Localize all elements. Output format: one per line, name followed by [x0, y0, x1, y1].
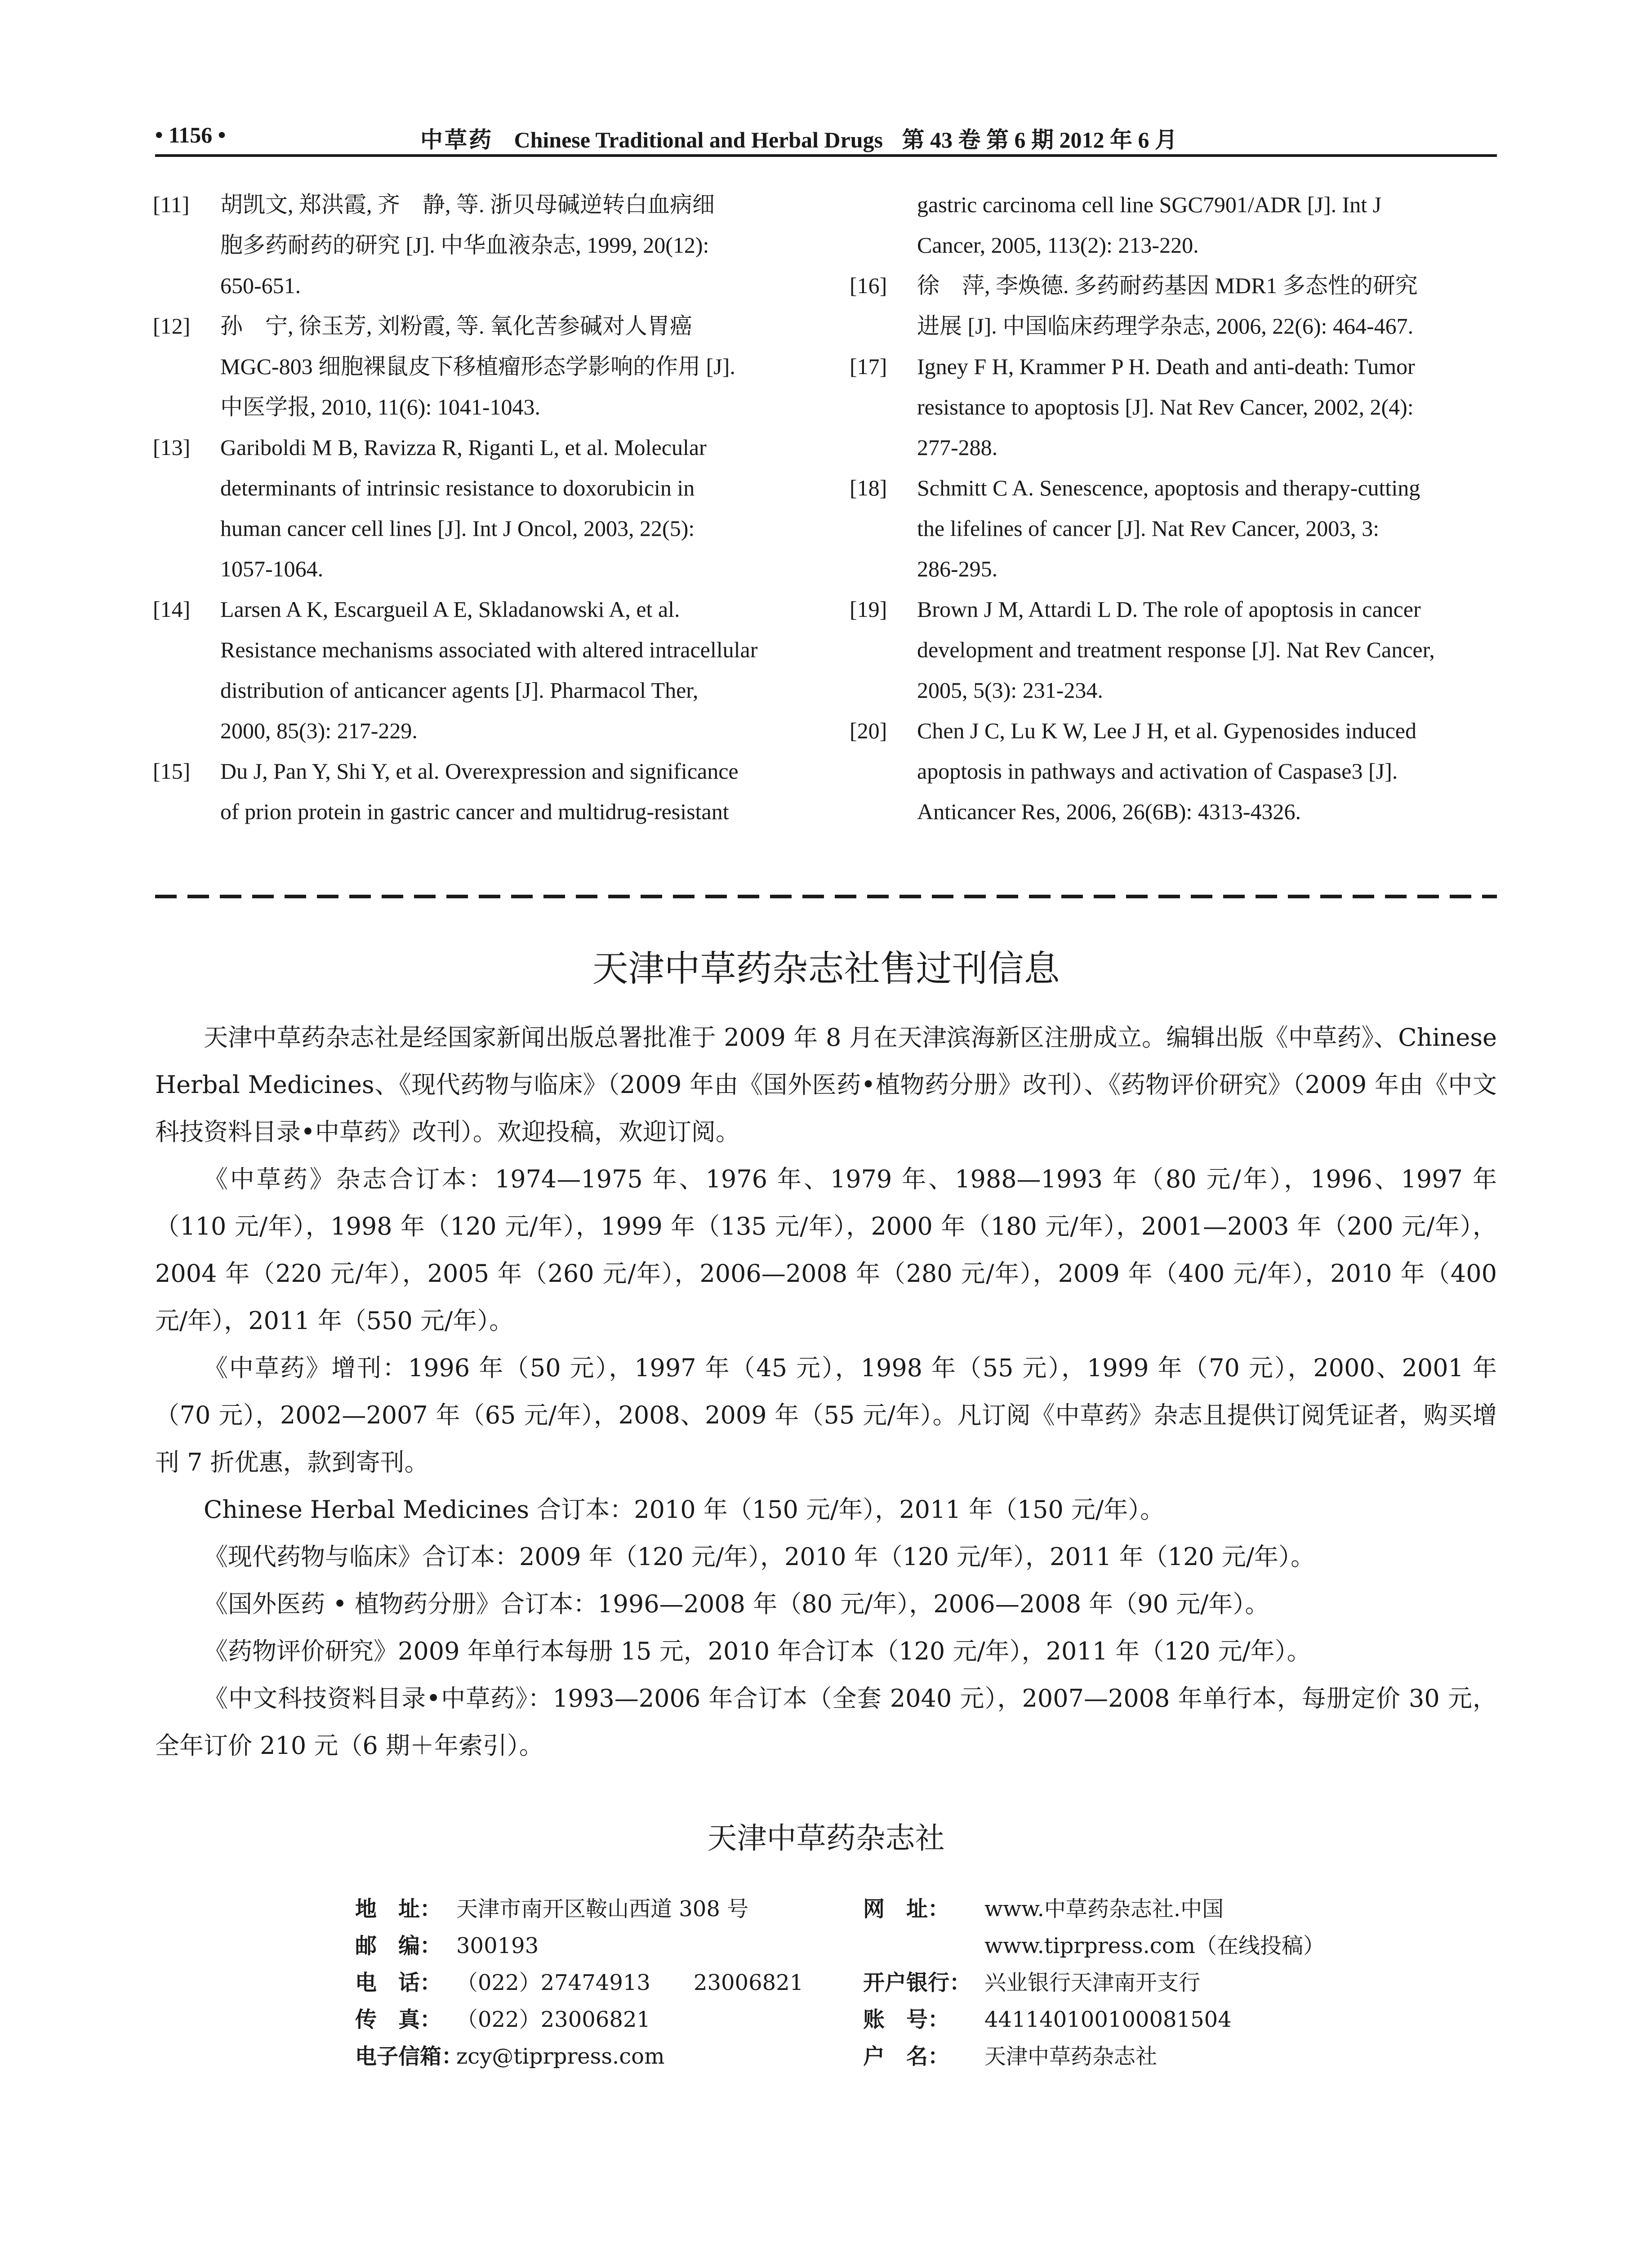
contact-label: 传 真： — [355, 2007, 442, 2032]
reference-list-right — [850, 184, 1490, 832]
reference-entry — [153, 306, 793, 427]
reference-number: [14] — [153, 597, 191, 622]
notice-title: 天津中草药杂志社售过刊信息 — [592, 948, 1060, 990]
contact-value: 兴业银行天津南开支行 — [984, 1970, 1201, 1995]
reference-number: [16] — [850, 273, 887, 298]
notice-paragraph: 《药物评价研究》2009 年单行本每册 15 元，2010 年合订本（120 元/年），2011 年（120 元/年）。 — [204, 1637, 1311, 1665]
reference-line: development and treatment response [J]. Nat Rev Cancer, — [917, 637, 1435, 662]
journal-line — [420, 122, 1177, 154]
reference-number: [11] — [153, 192, 190, 217]
contact-row — [863, 2001, 1358, 2038]
reference-line: apoptosis in pathways and activation of Caspase3 [J]. — [917, 758, 1398, 784]
publisher-name: 天津中草药杂志社 — [707, 1821, 945, 1855]
reference-line: 286-295. — [917, 556, 998, 581]
contact-label: 电子信箱： — [355, 2044, 463, 2069]
reference-line: Cancer, 2005, 113(2): 213-220. — [917, 232, 1199, 258]
reference-line: 徐 萍, 李焕德. 多药耐药基因 MDR1 多态性的研究 — [917, 273, 1418, 298]
contact-value: 441140100100081504 — [984, 2007, 1232, 2032]
journal-name-en: Chinese Traditional and Herbal Drugs — [514, 127, 883, 152]
reference-entry — [850, 468, 1490, 589]
contact-row — [355, 2038, 827, 2075]
reference-entry — [153, 751, 793, 832]
reference-line: 1057-1064. — [220, 556, 324, 581]
contact-value: www.中草药杂志社.中国 — [984, 1896, 1224, 1922]
reference-line: 中医学报, 2010, 11(6): 1041-1043. — [220, 394, 540, 419]
notice-body — [155, 1014, 1497, 1769]
reference-entry — [153, 427, 793, 589]
reference-line: 孙 宁, 徐玉芳, 刘粉霞, 等. 氧化苦参碱对人胃癌 — [220, 313, 692, 339]
contact-label: 户 名： — [863, 2044, 950, 2069]
contact-value: （022）27474913 23006821 — [456, 1970, 804, 1995]
reference-entry — [850, 589, 1490, 710]
reference-entry — [153, 184, 793, 306]
reference-entry — [153, 589, 793, 751]
reference-line: Anticancer Res, 2006, 26(6B): 4313-4326. — [917, 799, 1301, 824]
contact-label: 地 址： — [355, 1896, 442, 1922]
reference-line: Chen J C, Lu K W, Lee J H, et al. Gypenosides induced — [917, 718, 1416, 743]
notice-paragraph: Chinese Herbal Medicines 合订本：2010 年（150 元/年），2011 年（150 元/年）。 — [204, 1495, 1165, 1524]
issue-info: 第 43 卷 第 6 期 2012 年 6 月 — [902, 127, 1177, 152]
contact-value: zcy@tiprpress.com — [456, 2044, 665, 2069]
contact-info-left — [355, 1891, 827, 2075]
notice-paragraph: 《中草药》增刊：1996 年（50 元），1997 年（45 元），1998 年（55 元），1999 年（70 元），2000、2001 年（70 元），2002—2007 年（65 元/年），2008、2009 年（55 元/年）。凡订阅《中草药》杂志且提供订阅凭证者，购买增刊 7 折优惠，款到寄刊。 — [155, 1354, 1497, 1476]
reference-line: resistance to apoptosis [J]. Nat Rev Cancer, 2002, 2(4): — [917, 394, 1414, 419]
reference-line: MGC-803 细胞裸鼠皮下移植瘤形态学影响的作用 [J]. — [220, 354, 735, 379]
contact-row — [355, 1927, 827, 1964]
reference-line: distribution of anticancer agents [J]. Pharmacol Ther, — [220, 678, 699, 703]
contact-row — [355, 2001, 827, 2038]
notice-paragraph: 天津中草药杂志社是经国家新闻出版总署批准于 2009 年 8 月在天津滨海新区注册成立。编辑出版《中草药》、Chinese Herbal Medicines、《现代药物与临床》（2009 年由《国外医药•植物药分册》改刊）、《药物评价研究》（2009 年由《中文科技资料目录•中草药》改刊）。欢迎投稿，欢迎订阅。 — [155, 1023, 1497, 1146]
notice-paragraph: 《现代药物与临床》合订本：2009 年（120 元/年），2010 年（120 元/年），2011 年（120 元/年）。 — [204, 1543, 1315, 1571]
contact-row — [863, 1891, 1358, 1927]
dashed-separator — [155, 895, 1497, 898]
reference-number: [12] — [153, 313, 191, 339]
contact-label: 电 话： — [355, 1970, 442, 1995]
reference-line: human cancer cell lines [J]. Int J Oncol, 2003, 22(5): — [220, 516, 695, 541]
reference-line: 胞多药耐药的研究 [J]. 中华血液杂志, 1999, 20(12): — [220, 232, 709, 258]
running-header — [155, 119, 1497, 155]
reference-number: [13] — [153, 435, 191, 460]
contact-value: www.tiprpress.com（在线投稿） — [984, 1933, 1325, 1958]
contact-value: （022）23006821 — [456, 2007, 650, 2032]
reference-line: 2000, 85(3): 217-229. — [220, 718, 418, 743]
reference-list-left — [153, 184, 793, 832]
reference-number: [19] — [850, 597, 887, 622]
header-rule — [155, 154, 1497, 157]
reference-entry — [850, 184, 1490, 265]
reference-line: determinants of intrinsic resistance to doxorubicin in — [220, 475, 695, 500]
contact-row — [355, 1964, 827, 2001]
reference-line: of prion protein in gastric cancer and multidrug-resistant — [220, 799, 729, 824]
contact-value: 天津市南开区鞍山西道 308 号 — [456, 1896, 749, 1922]
contact-row — [863, 2038, 1358, 2075]
contact-label: 网 址： — [863, 1896, 950, 1922]
contact-row — [863, 1927, 1358, 1964]
reference-entry — [850, 346, 1490, 468]
reference-number: [20] — [850, 718, 887, 743]
notice-paragraph: 《中文科技资料目录•中草药》：1993—2006 年合订本（全套 2040 元），2007—2008 年单行本，每册定价 30 元，全年订价 210 元（6 期＋年索引）。 — [155, 1684, 1497, 1760]
contact-label: 邮 编： — [355, 1933, 442, 1958]
contact-label: 开户银行： — [863, 1970, 971, 1995]
reference-line: Resistance mechanisms associated with altered intracellular — [220, 637, 758, 662]
reference-line: Brown J M, Attardi L D. The role of apoptosis in cancer — [917, 597, 1421, 622]
reference-line: Schmitt C A. Senescence, apoptosis and therapy-cutting — [917, 475, 1420, 500]
contact-info-right — [863, 1891, 1358, 2075]
contact-row — [863, 1964, 1358, 2001]
reference-line: 277-288. — [917, 435, 998, 460]
reference-line: Igney F H, Krammer P H. Death and anti-death: Tumor — [917, 354, 1415, 379]
notice-paragraph: 《中草药》杂志合订本：1974—1975 年、1976 年、1979 年、1988—1993 年（80 元/年），1996、1997 年（110 元/年），1998 年（120 元/年），1999 年（135 元/年），2000 年（180 元/年），2001—2003 年（200 元/年），2004 年（220 元/年），2005 年（260 元/年），2006—2008 年（280 元/年），2009 年（400 元/年），2010 年（400 元/年），2011 年（550 元/年）。 — [155, 1165, 1497, 1335]
page-number: • 1156 • — [155, 122, 226, 147]
contact-value: 300193 — [456, 1933, 539, 1958]
contact-label: 账 号： — [863, 2007, 950, 2032]
reference-line: gastric carcinoma cell line SGC7901/ADR [J]. Int J — [917, 192, 1382, 217]
contact-row — [355, 1891, 827, 1927]
reference-entry — [850, 265, 1490, 346]
reference-line: Gariboldi M B, Ravizza R, Riganti L, et al. Molecular — [220, 435, 707, 460]
reference-line: 胡凯文, 郑洪霞, 齐 静, 等. 浙贝母碱逆转白血病细 — [220, 192, 715, 217]
journal-name-cn: 中草药 — [420, 127, 493, 152]
reference-line: 进展 [J]. 中国临床药理学杂志, 2006, 22(6): 464-467. — [917, 313, 1414, 339]
reference-line: the lifelines of cancer [J]. Nat Rev Cancer, 2003, 3: — [917, 516, 1380, 541]
reference-line: Larsen A K, Escargueil A E, Skladanowski A, et al. — [220, 597, 680, 622]
reference-entry — [850, 710, 1490, 832]
reference-number: [17] — [850, 354, 887, 379]
contact-value: 天津中草药杂志社 — [984, 2044, 1158, 2069]
reference-number: [18] — [850, 475, 887, 500]
reference-line: 650-651. — [220, 273, 301, 298]
reference-line: Du J, Pan Y, Shi Y, et al. Overexpression and significance — [220, 758, 739, 784]
reference-number: [15] — [153, 758, 191, 784]
notice-paragraph: 《国外医药 • 植物药分册》合订本：1996—2008 年（80 元/年），2006—2008 年（90 元/年）。 — [204, 1590, 1269, 1618]
reference-line: 2005, 5(3): 231-234. — [917, 678, 1103, 703]
